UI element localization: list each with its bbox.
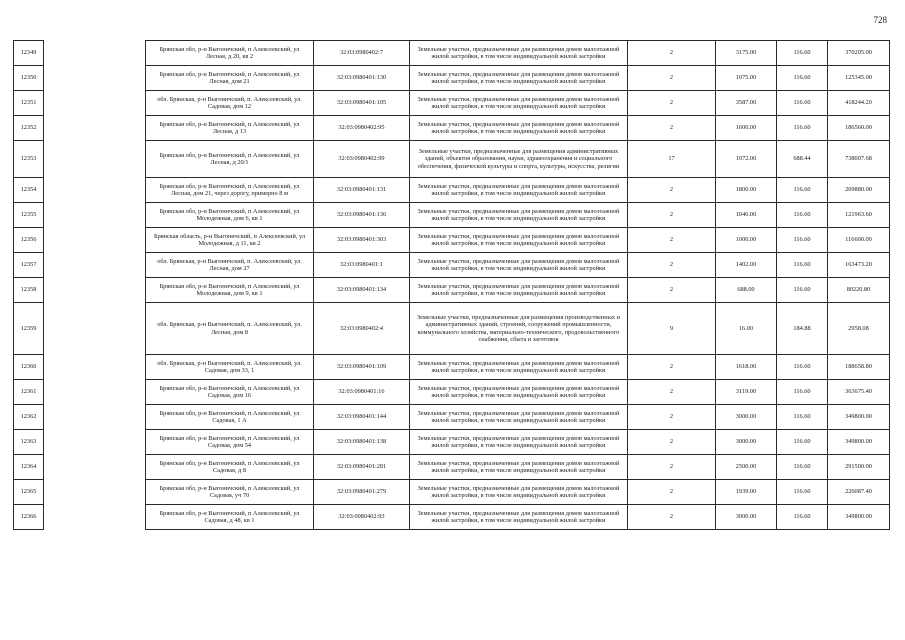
row-number: 12352 (14, 116, 44, 141)
cadastral-number-cell: 32:03:0980401:130 (314, 66, 410, 91)
row-number: 12361 (14, 380, 44, 405)
row-number: 12357 (14, 253, 44, 278)
area-cell: 3175.00 (716, 41, 777, 66)
land-use-cell: Земельные участки, предназначенные для размещения домов малоэтажной жилой застройки, в том числе индивидуальной жилой застройки (410, 355, 628, 380)
row-number: 12353 (14, 141, 44, 178)
group-cell: 2 (628, 480, 716, 505)
group-cell: 2 (628, 228, 716, 253)
table-row (14, 141, 890, 178)
row-number: 12349 (14, 41, 44, 66)
cadastral-value-cell: 349800.00 (828, 430, 890, 455)
address-cell: Брянская обл, р-н Выгоничский, п Алексеевский, ул Лесная, д 20/1 (146, 141, 314, 178)
specific-value-cell: 116.60 (777, 505, 828, 530)
address-cell: Брянская обл, р-н Выгоничский, п Алексеевский, ул Лесная, дом 21, через дорогу, примерно 8 м (146, 178, 314, 203)
group-cell: 2 (628, 355, 716, 380)
group-cell: 2 (628, 203, 716, 228)
specific-value-cell: 688.44 (777, 141, 828, 178)
row-number: 12355 (14, 203, 44, 228)
page-number: 728 (873, 15, 887, 25)
table-row (14, 303, 890, 355)
group-cell: 2 (628, 430, 716, 455)
specific-value-cell: 116.60 (777, 278, 828, 303)
group-cell: 2 (628, 91, 716, 116)
land-use-cell: Земельные участки, предназначенные для размещения домов малоэтажной жилой застройки, в том числе индивидуальной жилой застройки (410, 430, 628, 455)
row-number: 12354 (14, 178, 44, 203)
blank-cell (44, 303, 146, 355)
cadastral-value-cell: 125345.00 (828, 66, 890, 91)
row-number: 12365 (14, 480, 44, 505)
address-cell: Брянская обл, р-н Выгоничский, п Алексеевский, ул Садовая, 1 А (146, 405, 314, 430)
address-cell: Брянская обл, р-н Выгоничский, п Алексеевский, ул Лесная, д 13 (146, 116, 314, 141)
group-cell: 2 (628, 41, 716, 66)
cadastral-value-cell: 370205.00 (828, 41, 890, 66)
area-cell: 1402.00 (716, 253, 777, 278)
area-cell: 1000.00 (716, 228, 777, 253)
area-cell: 2500.00 (716, 455, 777, 480)
area-cell: 1618.00 (716, 355, 777, 380)
land-use-cell: Земельные участки, предназначенные для размещения домов малоэтажной жилой застройки, в том числе индивидуальной жилой застройки (410, 405, 628, 430)
land-use-cell: Земельные участки, предназначенные для размещения домов малоэтажной жилой застройки, в том числе индивидуальной жилой застройки (410, 41, 628, 66)
table-row (14, 228, 890, 253)
group-cell: 2 (628, 116, 716, 141)
address-cell: обл. Брянская, р-н Выгоничский, п. Алексеевский, ул. Лесная, дом 8 (146, 303, 314, 355)
blank-cell (44, 455, 146, 480)
cadastral-number-cell: 32:03:0980401:138 (314, 430, 410, 455)
blank-cell (44, 91, 146, 116)
group-cell: 9 (628, 303, 716, 355)
area-cell: 16.00 (716, 303, 777, 355)
row-number: 12356 (14, 228, 44, 253)
cadastral-number-cell: 32:03:0980401:134 (314, 278, 410, 303)
cadastral-value-table (13, 40, 890, 530)
row-number: 12358 (14, 278, 44, 303)
cadastral-number-cell: 32:03:0980401:105 (314, 91, 410, 116)
table-body (14, 41, 890, 530)
cadastral-number-cell: 32:03:0980402:95 (314, 116, 410, 141)
land-use-cell: Земельные участки, предназначенные для размещения домов малоэтажной жилой застройки, в том числе индивидуальной жилой застройки (410, 66, 628, 91)
table-row (14, 116, 890, 141)
address-cell: Брянская обл, р-н Выгоничский, п Алексеевский, ул Лесная, д 20, кв 2 (146, 41, 314, 66)
land-use-cell: Земельные участки, предназначенные для размещения домов малоэтажной жилой застройки, в том числе индивидуальной жилой застройки (410, 380, 628, 405)
blank-cell (44, 141, 146, 178)
table-row (14, 278, 890, 303)
address-cell: Брянская обл, р-н Выгоничский, п Алексеевский, ул Садовая, дом 54 (146, 430, 314, 455)
group-cell: 2 (628, 505, 716, 530)
cadastral-number-cell: 32:03:0980401:109 (314, 355, 410, 380)
cadastral-value-cell: 188658.80 (828, 355, 890, 380)
row-number: 12360 (14, 355, 44, 380)
row-number: 12351 (14, 91, 44, 116)
table-row (14, 203, 890, 228)
cadastral-value-cell: 116600.00 (828, 228, 890, 253)
area-cell: 1072.00 (716, 141, 777, 178)
group-cell: 2 (628, 455, 716, 480)
address-cell: Брянская обл, р-н Выгоничский, п Алексеевский, ул Садовая, дом 16 (146, 380, 314, 405)
cadastral-value-cell: 226087.40 (828, 480, 890, 505)
cadastral-number-cell: 32:03:0980401:136 (314, 203, 410, 228)
blank-cell (44, 41, 146, 66)
cadastral-value-cell: 80220.80 (828, 278, 890, 303)
blank-cell (44, 505, 146, 530)
row-number: 12363 (14, 430, 44, 455)
group-cell: 2 (628, 178, 716, 203)
address-cell: Брянская обл, р-н Выгоничский, п Алексеевский, ул Молодежная, дом 9, кв 1 (146, 278, 314, 303)
cadastral-value-cell: 349800.00 (828, 405, 890, 430)
table-row (14, 430, 890, 455)
address-cell: обл. Брянская, р-н Выгоничский, п. Алексеевский, ул. Садовая, дом 33, 1 (146, 355, 314, 380)
group-cell: 17 (628, 141, 716, 178)
land-use-cell: Земельные участки, предназначенные для размещения домов малоэтажной жилой застройки, в том числе индивидуальной жилой застройки (410, 480, 628, 505)
cadastral-number-cell: 32:03:0980401:281 (314, 455, 410, 480)
specific-value-cell: 116.60 (777, 91, 828, 116)
land-use-cell: Земельные участки, предназначенные для размещения домов малоэтажной жилой застройки, в том числе индивидуальной жилой застройки (410, 253, 628, 278)
area-cell: 688.00 (716, 278, 777, 303)
group-cell: 2 (628, 405, 716, 430)
area-cell: 1046.00 (716, 203, 777, 228)
cadastral-number-cell: 32:03:0980402:4 (314, 303, 410, 355)
area-cell: 1600.00 (716, 116, 777, 141)
blank-cell (44, 380, 146, 405)
cadastral-number-cell: 32:03:0980401:131 (314, 178, 410, 203)
cadastral-number-cell: 32:03:0980402:7 (314, 41, 410, 66)
group-cell: 2 (628, 253, 716, 278)
specific-value-cell: 116.60 (777, 66, 828, 91)
area-cell: 3587.00 (716, 91, 777, 116)
land-use-cell: Земельные участки, предназначенные для размещения домов малоэтажной жилой застройки, в том числе индивидуальной жилой застройки (410, 91, 628, 116)
area-cell: 3000.00 (716, 505, 777, 530)
address-cell: Брянская обл, р-н Выгоничский, п Алексеевский, ул Лесная, дом 21 (146, 66, 314, 91)
cadastral-value-cell: 291500.00 (828, 455, 890, 480)
specific-value-cell: 116.60 (777, 178, 828, 203)
specific-value-cell: 116.60 (777, 455, 828, 480)
cadastral-number-cell: 32:03:0980401:303 (314, 228, 410, 253)
cadastral-number-cell: 32:03:0980401:1 (314, 253, 410, 278)
cadastral-value-cell: 738007.68 (828, 141, 890, 178)
specific-value-cell: 116.60 (777, 41, 828, 66)
cadastral-value-cell: 2958.08 (828, 303, 890, 355)
blank-cell (44, 203, 146, 228)
specific-value-cell: 116.60 (777, 203, 828, 228)
cadastral-value-cell: 163473.20 (828, 253, 890, 278)
address-cell: обл. Брянская, р-н Выгоничский, п. Алексеевский, ул. Лесная, дом 27 (146, 253, 314, 278)
table-row (14, 178, 890, 203)
group-cell: 2 (628, 278, 716, 303)
area-cell: 3000.00 (716, 405, 777, 430)
table-row (14, 91, 890, 116)
cadastral-number-cell: 32:03:0980402:99 (314, 141, 410, 178)
cadastral-value-cell: 418244.20 (828, 91, 890, 116)
blank-cell (44, 355, 146, 380)
blank-cell (44, 178, 146, 203)
land-use-cell: Земельные участки, предназначенные для размещения домов малоэтажной жилой застройки, в том числе индивидуальной жилой застройки (410, 505, 628, 530)
cadastral-number-cell: 32:03:0980401:144 (314, 405, 410, 430)
row-number: 12364 (14, 455, 44, 480)
blank-cell (44, 480, 146, 505)
address-cell: Брянская обл, р-н Выгоничский, п Алексеевский, ул Молодежная, дом 6, кв 1 (146, 203, 314, 228)
table-row (14, 253, 890, 278)
area-cell: 3000.00 (716, 430, 777, 455)
land-use-cell: Земельные участки, предназначенные для размещения домов малоэтажной жилой застройки, в том числе индивидуальной жилой застройки (410, 455, 628, 480)
land-use-cell: Земельные участки, предназначенные для размещения производственных и административных зданий, строений, сооружений промышленности, коммунального хозяйства, материально-технического, продовольственного снабжения, сбыта и заготовок (410, 303, 628, 355)
blank-cell (44, 66, 146, 91)
address-cell: обл. Брянская, р-н Выгоничский, п. Алексеевский, ул. Садовая, дом 12 (146, 91, 314, 116)
address-cell: Брянская обл, р-н Выгоничский, п Алексеевский, ул Садовая, уч 70 (146, 480, 314, 505)
area-cell: 1800.00 (716, 178, 777, 203)
cadastral-value-cell: 121963.60 (828, 203, 890, 228)
land-use-cell: Земельные участки, предназначенные для размещения домов малоэтажной жилой застройки, в том числе индивидуальной жилой застройки (410, 203, 628, 228)
specific-value-cell: 116.60 (777, 380, 828, 405)
table-row (14, 355, 890, 380)
specific-value-cell: 116.60 (777, 405, 828, 430)
table-row (14, 480, 890, 505)
blank-cell (44, 116, 146, 141)
blank-cell (44, 278, 146, 303)
row-number: 12359 (14, 303, 44, 355)
group-cell: 2 (628, 66, 716, 91)
cadastral-number-cell: 32:03:0980402:93 (314, 505, 410, 530)
table-row (14, 380, 890, 405)
land-use-cell: Земельные участки, предназначенные для размещения административных зданий, объектов образования, науки, здравоохранения и социального обеспечения, физической культуры и спорта, культуры, искусства, религии (410, 141, 628, 178)
row-number: 12362 (14, 405, 44, 430)
cadastral-value-cell: 363675.40 (828, 380, 890, 405)
specific-value-cell: 116.60 (777, 480, 828, 505)
land-use-cell: Земельные участки, предназначенные для размещения домов малоэтажной жилой застройки, в том числе индивидуальной жилой застройки (410, 278, 628, 303)
specific-value-cell: 116.60 (777, 116, 828, 141)
table-row (14, 455, 890, 480)
blank-cell (44, 405, 146, 430)
row-number: 12366 (14, 505, 44, 530)
specific-value-cell: 116.60 (777, 430, 828, 455)
row-number: 12350 (14, 66, 44, 91)
blank-cell (44, 253, 146, 278)
table-row (14, 66, 890, 91)
specific-value-cell: 116.60 (777, 355, 828, 380)
area-cell: 1939.00 (716, 480, 777, 505)
land-use-cell: Земельные участки, предназначенные для размещения домов малоэтажной жилой застройки, в том числе индивидуальной жилой застройки (410, 116, 628, 141)
specific-value-cell: 116.60 (777, 228, 828, 253)
address-cell: Брянская область, р-н Выгоничский, п Алексеевский, ул Молодежная, д 11, кв 2 (146, 228, 314, 253)
cadastral-number-cell: 32:03:0980401:16 (314, 380, 410, 405)
cadastral-number-cell: 32:03:0980401:279 (314, 480, 410, 505)
table-row (14, 405, 890, 430)
area-cell: 3119.00 (716, 380, 777, 405)
table-row (14, 505, 890, 530)
address-cell: Брянская обл, р-н Выгоничский, п Алексеевский, ул Садовая, д 8 (146, 455, 314, 480)
blank-cell (44, 430, 146, 455)
specific-value-cell: 184.88 (777, 303, 828, 355)
table-row (14, 41, 890, 66)
cadastral-value-cell: 349800.00 (828, 505, 890, 530)
group-cell: 2 (628, 380, 716, 405)
cadastral-value-cell: 209880.00 (828, 178, 890, 203)
land-use-cell: Земельные участки, предназначенные для размещения домов малоэтажной жилой застройки, в том числе индивидуальной жилой застройки (410, 178, 628, 203)
area-cell: 1075.00 (716, 66, 777, 91)
land-use-cell: Земельные участки, предназначенные для размещения домов малоэтажной жилой застройки, в том числе индивидуальной жилой застройки (410, 228, 628, 253)
blank-cell (44, 228, 146, 253)
specific-value-cell: 116.60 (777, 253, 828, 278)
address-cell: Брянская обл, р-н Выгоничский, п Алексеевский, ул Садовая, д 48, кв 1 (146, 505, 314, 530)
cadastral-value-cell: 186560.00 (828, 116, 890, 141)
